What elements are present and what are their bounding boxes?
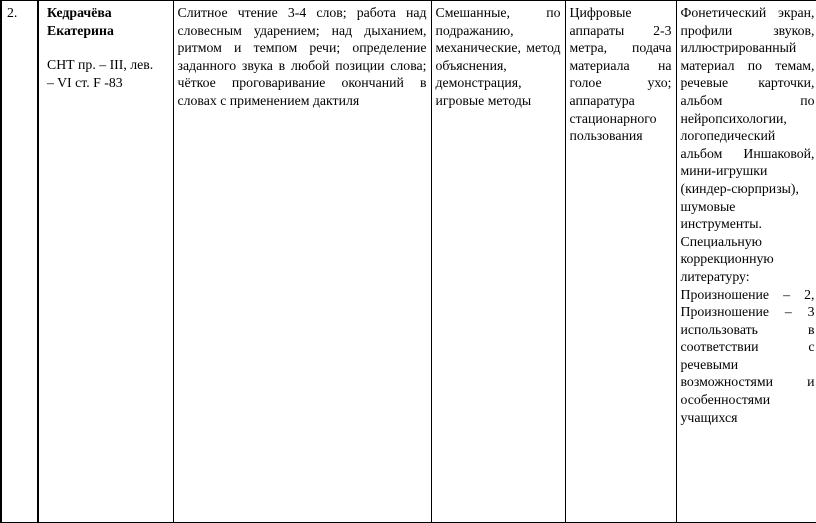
methods-text: Смешанные, по подражанию, механические, метод объяснения, демонстрация, игровые методы (435, 5, 561, 108)
goals-text: Слитное чтение 3-4 слов; работа над словесным ударением; над дыханием, ритмом и темпом речи; определение заданного звука в любой позиции слова; чёткое проговаривание окончаний в словах с применением дактиля (177, 5, 427, 108)
goals-cell (173, 1, 431, 523)
student-cell (38, 1, 173, 523)
equipment-cell (565, 1, 676, 523)
table-row (1, 1, 816, 523)
row-number-cell (1, 1, 38, 523)
row-number: 2. (7, 5, 18, 20)
materials-text: Фонетический экран, профили звуков, иллюстрированный материал по темам, речевые карточки, альбом по нейропсихологии, логопедический альбом Иншаковой, мини-игрушки (киндер-сюрпризы), шумовые инструменты. Специальную коррекционную литературу: Произношение – 2, Произношение – 3 использовать в соответствии с речевыми возможностями и особенностями учащихся (680, 5, 815, 425)
student-name-line: Кедрачёва (47, 5, 112, 20)
equipment-text: Цифровые аппараты 2-3 метра, подача материала на голое ухо; аппаратура стационарного пользования (569, 5, 672, 144)
student-diagnosis (47, 56, 169, 91)
student-name-line: Екатерина (47, 22, 114, 38)
student-diagnosis-line: – VI ст. F -83 (47, 74, 123, 90)
student-name (47, 4, 169, 39)
student-diagnosis-line: СНТ пр. – III, лев. (47, 57, 154, 73)
materials-cell (676, 1, 816, 523)
methods-cell (431, 1, 565, 523)
